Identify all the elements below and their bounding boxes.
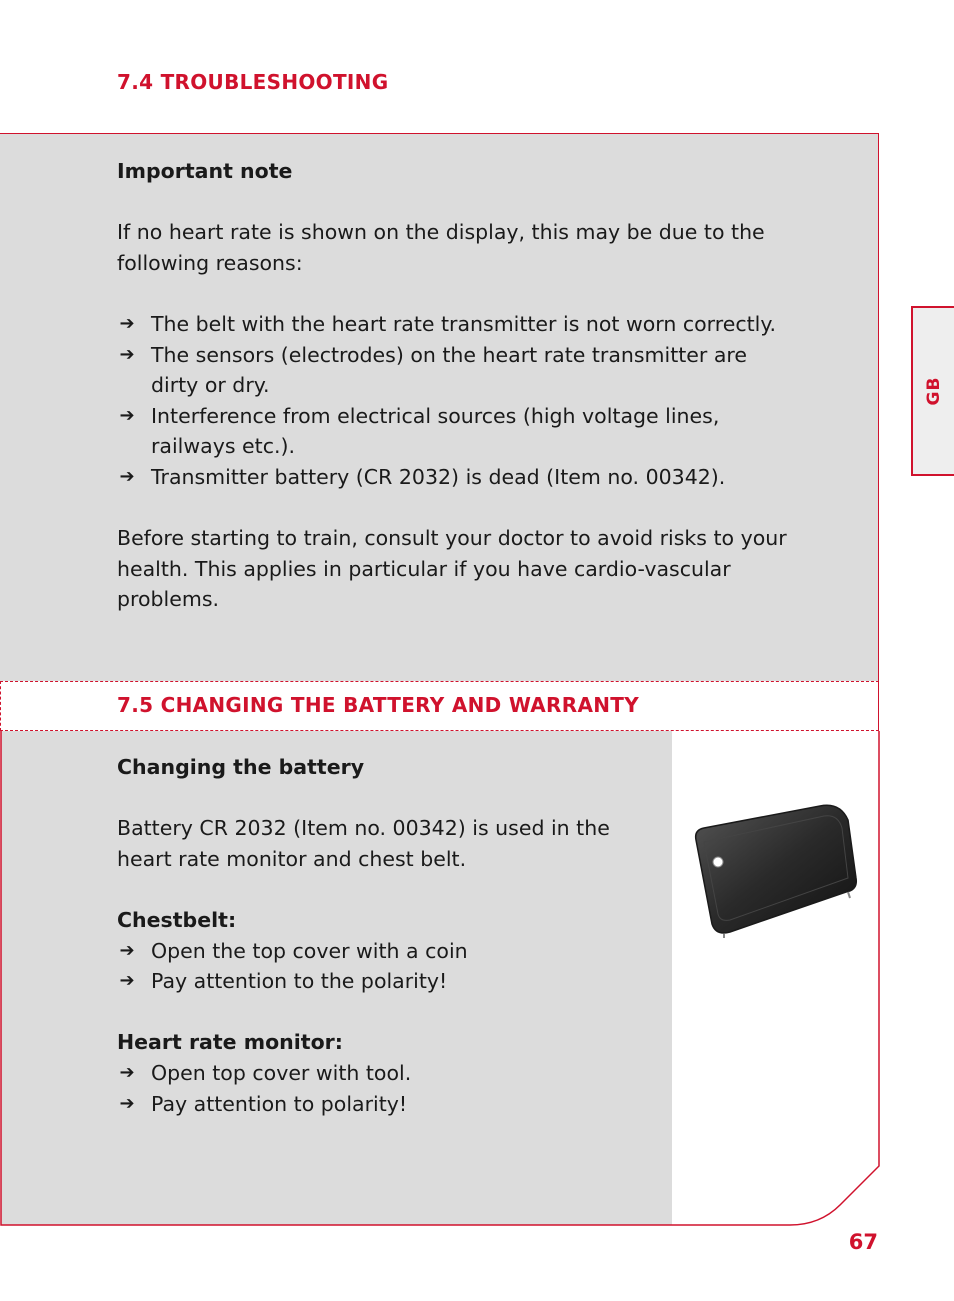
monitor-steps [117,1058,657,1119]
chestbelt-heading: Chestbelt: [117,907,237,932]
list-item: ➔ Pay attention to the polarity! [117,966,657,997]
list-item: ➔ Pay attention to polarity! [117,1089,657,1120]
arrow-right-icon: ➔ [119,1061,135,1083]
troubleshooting-panel [0,133,879,681]
section-title-troubleshooting: 7.4 TROUBLESHOOTING [117,70,389,94]
section-title-battery-warranty: 7.5 CHANGING THE BATTERY AND WARRANTY [117,693,639,717]
arrow-right-icon: ➔ [119,1092,135,1114]
list-item: ➔ Open the top cover with a coin [117,936,657,967]
language-tab [911,306,954,476]
arrow-right-icon: ➔ [119,465,135,487]
monitor-heading: Heart rate monitor: [117,1030,343,1055]
chestbelt-steps [117,936,657,997]
important-note-heading: Important note [117,159,293,183]
health-advice: Before starting to train, consult your doctor to avoid risks to your health. This applies in particular if you have cardio-vascular problems. [117,526,787,612]
arrow-right-icon: ➔ [119,312,135,334]
important-note-intro: If no heart rate is shown on the display, this may be due to the following reasons: [117,220,765,275]
reasons-list [117,309,817,493]
list-item: ➔ Interference from electrical sources (high voltage lines, railways etc.). [117,401,751,462]
monitor-back-cover-image [690,800,862,940]
language-tab-label: GB [923,376,944,406]
list-item: ➔ Transmitter battery (CR 2032) is dead (Item no. 00342). [117,462,817,493]
list-item: ➔ The belt with the heart rate transmitter is not worn correctly. [117,309,817,340]
troubleshooting-content [117,156,817,615]
battery-intro: Battery CR 2032 (Item no. 00342) is used in the heart rate monitor and chest belt. [117,816,610,871]
arrow-right-icon: ➔ [119,970,135,992]
arrow-right-icon: ➔ [119,939,135,961]
page-number: 67 [848,1230,878,1254]
battery-content [117,752,657,1119]
list-item: ➔ Open top cover with tool. [117,1058,657,1089]
arrow-right-icon: ➔ [119,404,135,426]
battery-heading: Changing the battery [117,755,365,779]
arrow-right-icon: ➔ [119,343,135,365]
list-item: ➔ The sensors (electrodes) on the heart rate transmitter are dirty or dry. [117,340,791,401]
